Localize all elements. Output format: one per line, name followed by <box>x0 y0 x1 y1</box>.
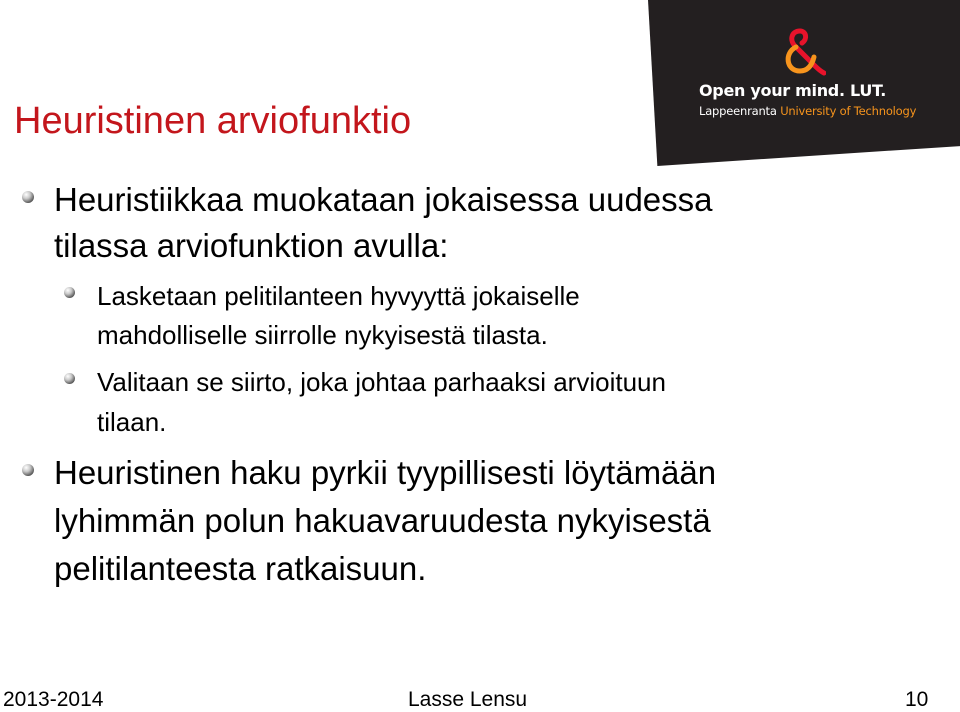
sub-bullet-1-line-2: mahdolliselle siirrolle nykyisestä tilasta. <box>97 320 548 350</box>
logo-university-city: Lappeenranta <box>699 104 777 118</box>
bullet-icon <box>22 191 34 203</box>
sub-bullet-icon <box>64 373 75 384</box>
logo-university-rest: University of Technology <box>780 104 917 118</box>
sub-bullet-1-line-1: Lasketaan pelitilanteen hyvyyttä jokaiselle <box>97 281 580 311</box>
sub-bullet-2-line-2: tilaan. <box>97 407 167 437</box>
lut-ampersand-logo-icon <box>780 27 826 77</box>
footer-year: 2013-2014 <box>3 688 104 711</box>
sub-bullet-2-line-1: Valitaan se siirto, joka johtaa parhaaksi arvioituun <box>97 367 666 397</box>
footer-page-number: 10 <box>905 688 929 711</box>
bullet-2-line-2: lyhimmän polun hakuavaruudesta nykyisestä <box>54 502 711 539</box>
footer-author: Lasse Lensu <box>408 688 528 711</box>
logo-university-name <box>699 104 916 118</box>
bullet-icon <box>22 464 34 476</box>
slide-title: Heuristinen arviofunktio <box>14 100 412 142</box>
bullet-1-line-1: Heuristiikkaa muokataan jokaisessa uudessa <box>54 181 713 218</box>
bullet-2-line-3: pelitilanteesta ratkaisuun. <box>54 550 427 587</box>
bullet-2-line-1: Heuristinen haku pyrkii tyypillisesti löytämään <box>54 454 717 491</box>
bullet-1-line-2: tilassa arviofunktion avulla: <box>54 227 449 264</box>
sub-bullet-icon <box>64 287 75 298</box>
logo-tagline: Open your mind. LUT. <box>699 81 886 100</box>
